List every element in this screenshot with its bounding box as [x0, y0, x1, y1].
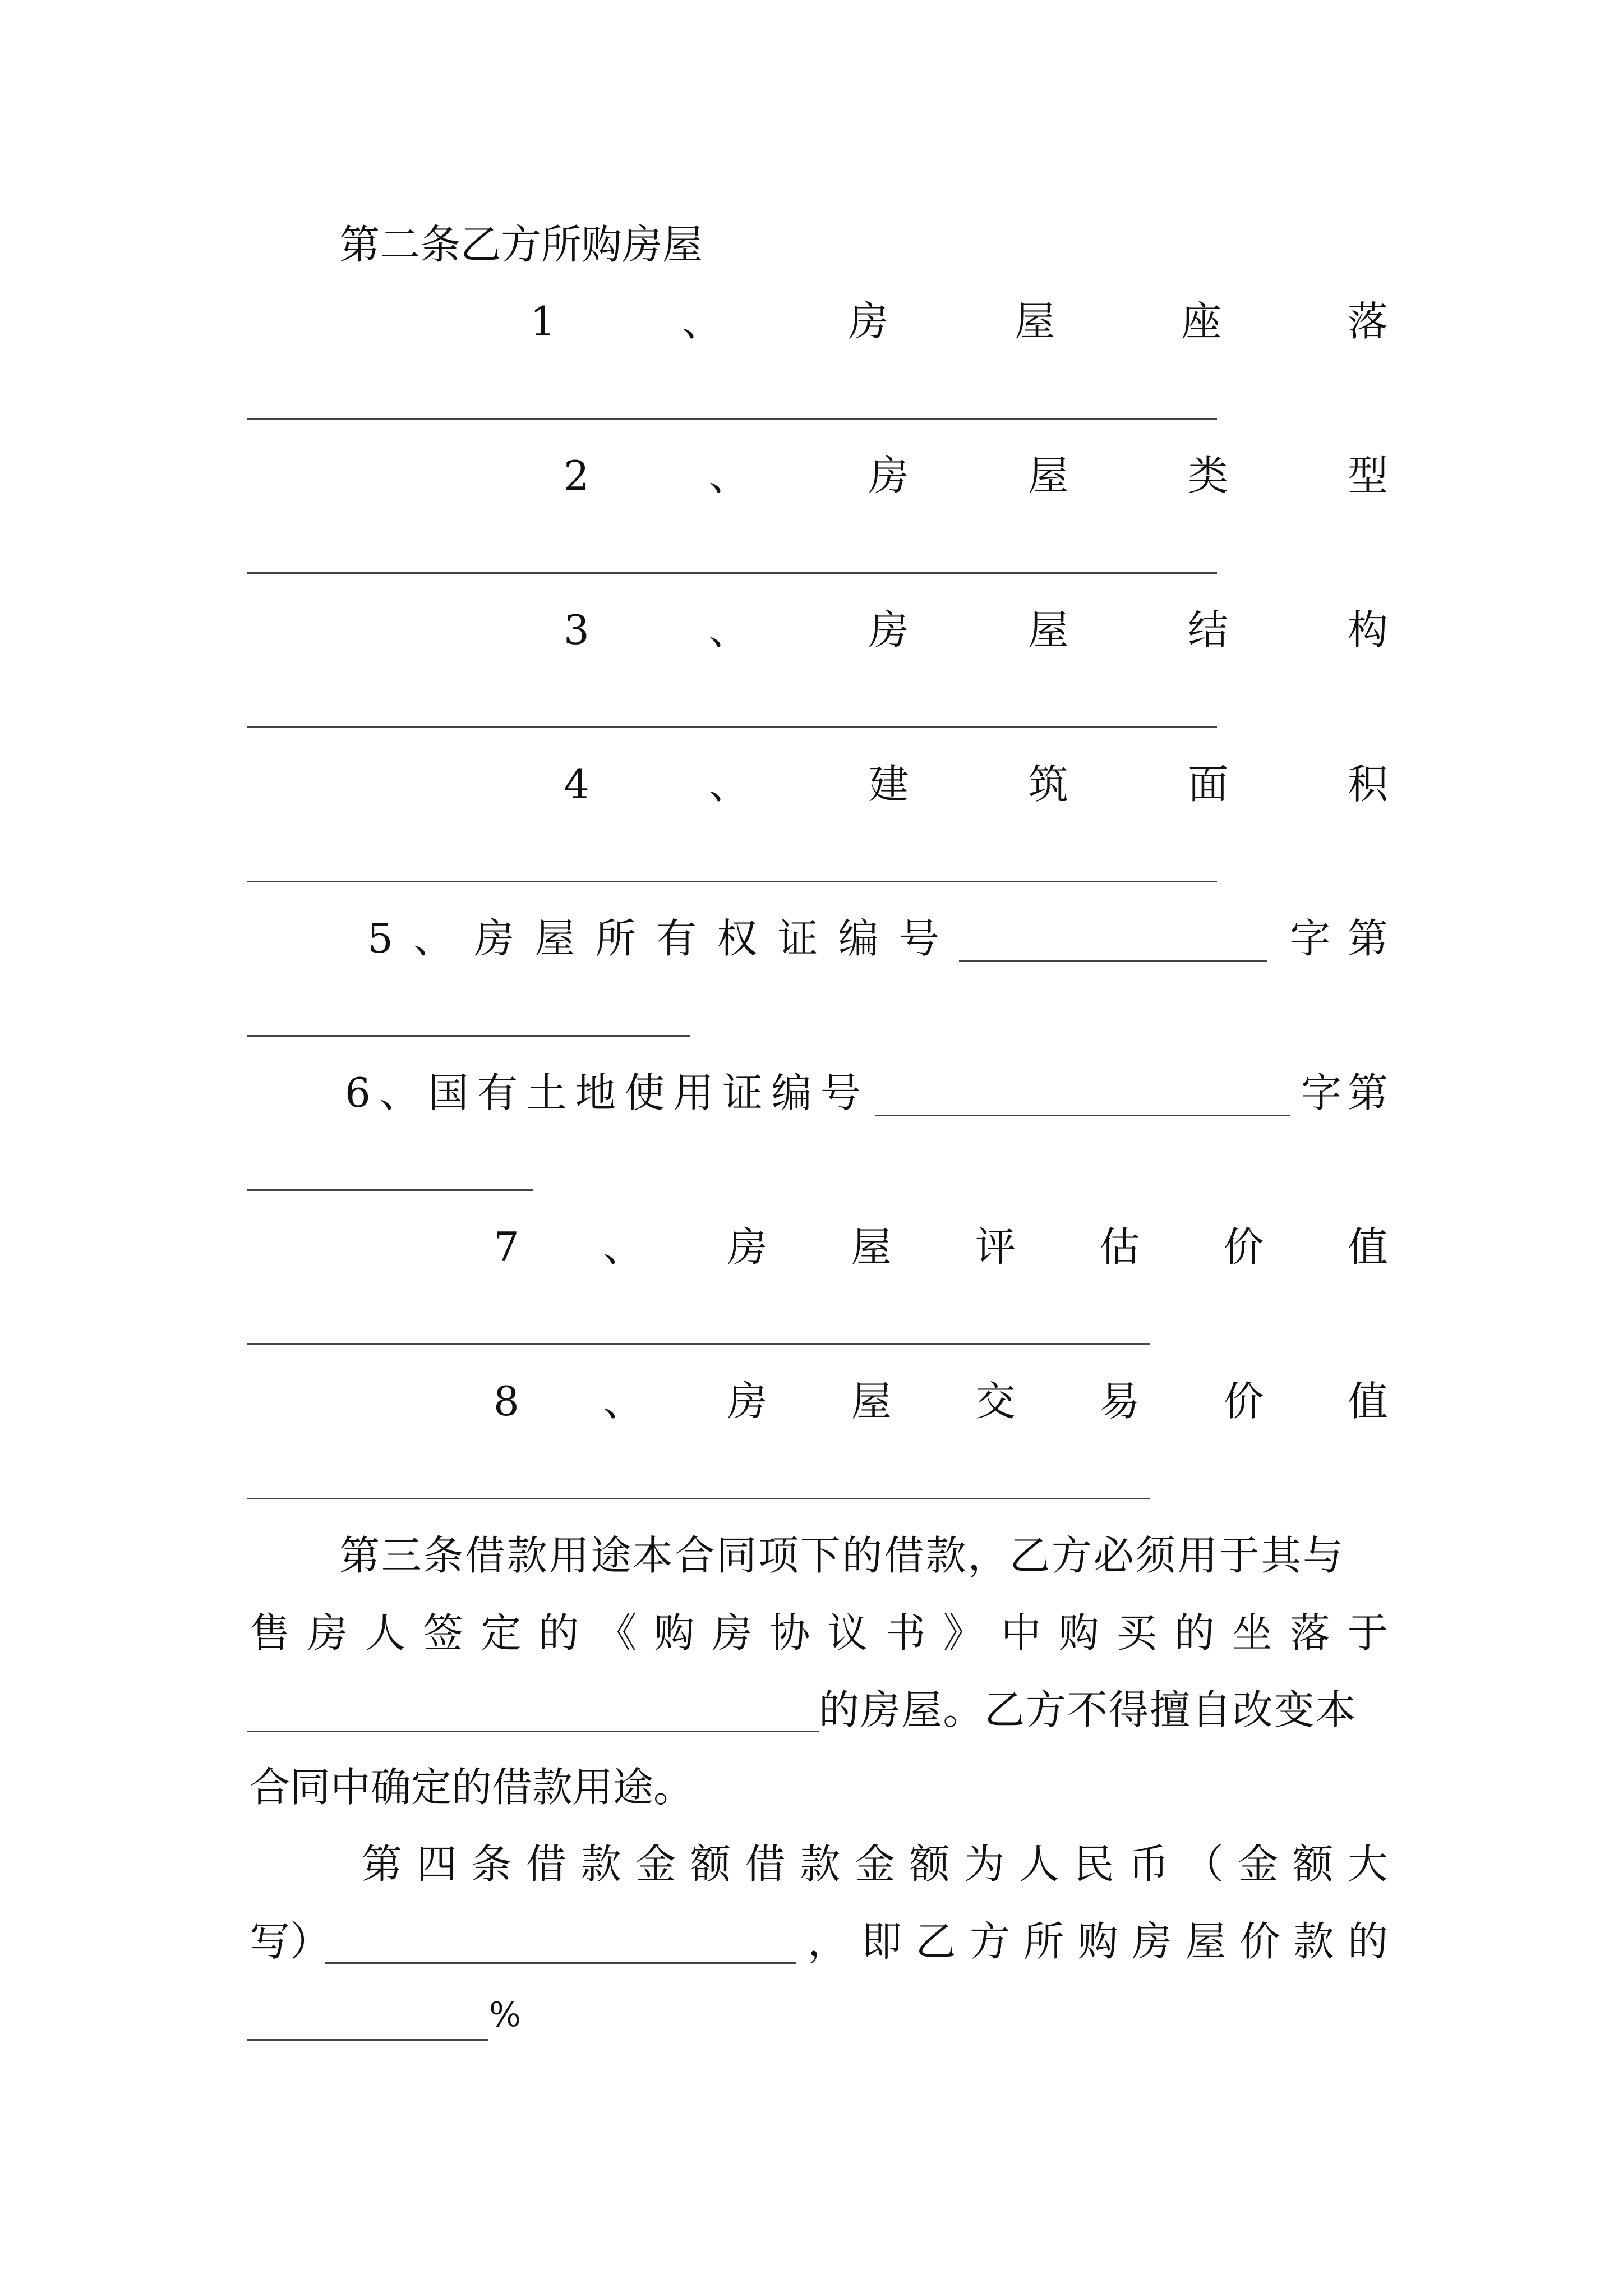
item1-label — [530, 298, 1388, 345]
article3-line2-char: 售 — [250, 1609, 291, 1657]
item1-char: 屋 — [1015, 298, 1055, 345]
item3-char: 、 — [708, 606, 749, 654]
item8-char: 易 — [1099, 1378, 1140, 1425]
article4-line2-char: 价 — [1239, 1918, 1280, 1965]
article3-line2-char: 坐 — [1232, 1609, 1272, 1657]
item8-char: 房 — [727, 1378, 768, 1425]
item2-char: 型 — [1347, 452, 1388, 499]
article4-line1-char: 金 — [1238, 1841, 1279, 1888]
article3-line2-char: 购 — [654, 1609, 695, 1657]
article3-line2-char: 买 — [1116, 1609, 1157, 1657]
article4-line2-char: 所 — [1023, 1918, 1064, 1965]
article4-line1-char: 四 — [416, 1841, 457, 1888]
item6-char: 证 — [722, 1069, 763, 1116]
item6-char: 、 — [379, 1069, 420, 1116]
item5-char: 5 — [367, 915, 393, 962]
item7-char: 价 — [1223, 1223, 1264, 1271]
article4-line1-char: 人 — [1018, 1841, 1059, 1888]
item4-char: 积 — [1347, 761, 1388, 808]
article4-line1-char: 借 — [745, 1841, 786, 1888]
item5-char: 有 — [656, 915, 697, 962]
item3-label — [564, 606, 1388, 654]
item8-char: 、 — [603, 1378, 644, 1425]
article4-line2-char: ， — [808, 1918, 849, 1965]
item6-zi: 字 — [1301, 1069, 1342, 1116]
article4-line1 — [362, 1841, 1388, 1888]
item5-zi: 字 — [1290, 915, 1331, 962]
item2-char: 类 — [1188, 452, 1229, 499]
article4-percent: % — [489, 1995, 522, 2035]
article4-line1-char: 大 — [1347, 1841, 1388, 1888]
article4-line1-char: 借 — [525, 1841, 566, 1888]
article4-line2-char: 乙 — [915, 1918, 956, 1965]
item3-char: 3 — [564, 606, 589, 654]
article4-line1-char: 款 — [800, 1841, 841, 1888]
item3-char: 构 — [1347, 606, 1388, 654]
item4-char: 筑 — [1028, 761, 1069, 808]
article2-heading: 第二条乙方所购房屋 — [339, 221, 703, 268]
article4-line1-char: 条 — [471, 1841, 512, 1888]
article4-line2-char: 房 — [1131, 1918, 1172, 1965]
article3-line2-char: 房 — [307, 1609, 348, 1657]
article4-line1-char: 为 — [964, 1841, 1005, 1888]
article3-line1: 第三条借款用途本合同项下的借款，乙方必须用于其与 — [339, 1532, 1345, 1579]
article3-line2-char: 签 — [423, 1609, 464, 1657]
item5-blank-di — [247, 1035, 690, 1037]
item4-blank — [247, 881, 1217, 882]
item8-char: 交 — [975, 1378, 1016, 1425]
article4-line2-char: 款 — [1293, 1918, 1334, 1965]
item6-blank-di — [247, 1189, 533, 1191]
item7-char: 、 — [603, 1223, 644, 1271]
article4-line2-char: 方 — [969, 1918, 1010, 1965]
article3-line2-char: 购 — [1058, 1609, 1099, 1657]
item6-blank-zi — [875, 1115, 1290, 1116]
article4-line1-char: （ — [1183, 1841, 1224, 1888]
item5-char: 屋 — [534, 915, 575, 962]
item6-char: 有 — [477, 1069, 518, 1116]
item3-char: 屋 — [1028, 606, 1069, 654]
item4-char: 面 — [1188, 761, 1229, 808]
item2-char: 房 — [868, 452, 909, 499]
article4-amount-blank — [325, 1962, 796, 1964]
item5-blank-zi — [959, 960, 1267, 962]
item5-char: 权 — [717, 915, 758, 962]
item2-char: 、 — [708, 452, 749, 499]
article3-line2-char: 的 — [538, 1609, 579, 1657]
item6-di: 第 — [1348, 1069, 1389, 1116]
article3-line2-char: 落 — [1289, 1609, 1330, 1657]
article3-line4: 合同中确定的借款用途。 — [250, 1764, 694, 1811]
item8-blank — [247, 1498, 1150, 1499]
article3-line3: 的房屋。乙方不得擅自改变本 — [819, 1686, 1357, 1733]
item8-char: 值 — [1347, 1378, 1388, 1425]
item5-char: 房 — [474, 915, 515, 962]
article4-line2-char: 即 — [861, 1918, 902, 1965]
item6-char: 号 — [820, 1069, 861, 1116]
item7-char: 房 — [727, 1223, 768, 1271]
article4-line1-char: 第 — [362, 1841, 403, 1888]
item5-char: 所 — [595, 915, 636, 962]
article4-line2-char: 屋 — [1186, 1918, 1227, 1965]
item7-blank — [247, 1343, 1150, 1345]
item4-char: 、 — [708, 761, 749, 808]
article4-line1-char: 额 — [690, 1841, 731, 1888]
article4-line1-char: 金 — [854, 1841, 895, 1888]
article4-line1-char: 民 — [1073, 1841, 1114, 1888]
article3-line2-char: 协 — [769, 1609, 810, 1657]
article3-line2-char: 定 — [481, 1609, 522, 1657]
item6-char: 编 — [771, 1069, 812, 1116]
article4-line2-char: 的 — [1347, 1918, 1388, 1965]
article3-line2-char: 人 — [365, 1609, 406, 1657]
article4-line1-char: 币 — [1128, 1841, 1169, 1888]
article3-line2-char: 》 — [943, 1609, 984, 1657]
article3-line2-char: 房 — [712, 1609, 753, 1657]
item4-char: 4 — [564, 761, 589, 808]
item8-label — [494, 1378, 1388, 1425]
item1-char: 1 — [530, 298, 556, 345]
item7-label — [494, 1223, 1388, 1271]
article4-line2 — [808, 1918, 1388, 1965]
item2-char: 2 — [564, 452, 589, 499]
article3-line2 — [250, 1609, 1388, 1657]
item6-char: 地 — [575, 1069, 616, 1116]
item7-char: 屋 — [851, 1223, 892, 1271]
item5-char: 证 — [777, 915, 818, 962]
article4-line1-char: 额 — [1293, 1841, 1334, 1888]
article4-line1-char: 金 — [635, 1841, 676, 1888]
item7-char: 7 — [494, 1223, 519, 1271]
item8-char: 价 — [1223, 1378, 1264, 1425]
item7-char: 估 — [1099, 1223, 1140, 1271]
article4-prefix: 写） — [250, 1918, 331, 1965]
item5-di: 第 — [1348, 915, 1389, 962]
item6-char: 用 — [673, 1069, 714, 1116]
item1-char: 、 — [681, 298, 722, 345]
item5-char: 、 — [413, 915, 454, 962]
item1-blank — [247, 418, 1217, 420]
article3-line2-char: 的 — [1174, 1609, 1215, 1657]
article4-line1-char: 额 — [909, 1841, 950, 1888]
item1-char: 座 — [1181, 298, 1222, 345]
article4-percent-blank — [247, 2039, 488, 2041]
item2-char: 屋 — [1028, 452, 1069, 499]
item6-char: 土 — [526, 1069, 567, 1116]
article3-line2-char: 《 — [596, 1609, 637, 1657]
item8-char: 屋 — [851, 1378, 892, 1425]
item3-blank — [247, 726, 1217, 728]
article3-line2-char: 议 — [827, 1609, 868, 1657]
item6-char: 6 — [345, 1069, 371, 1116]
item4-char: 建 — [868, 761, 909, 808]
article4-line2-char: 购 — [1077, 1918, 1118, 1965]
item6-char: 使 — [624, 1069, 665, 1116]
item6-char: 国 — [428, 1069, 469, 1116]
item1-char: 房 — [848, 298, 889, 345]
item7-char: 值 — [1347, 1223, 1388, 1271]
article3-blank — [247, 1731, 819, 1732]
item4-label — [564, 761, 1388, 808]
item6-label — [345, 1069, 861, 1116]
item3-char: 结 — [1188, 606, 1229, 654]
article4-line1-char: 款 — [580, 1841, 621, 1888]
item1-char: 落 — [1347, 298, 1388, 345]
article3-line2-char: 书 — [885, 1609, 926, 1657]
item5-char: 编 — [838, 915, 879, 962]
article3-line2-char: 中 — [1000, 1609, 1041, 1657]
item5-char: 号 — [898, 915, 939, 962]
item5-label — [367, 915, 939, 962]
item3-char: 房 — [868, 606, 909, 654]
item7-char: 评 — [975, 1223, 1016, 1271]
item2-label — [564, 452, 1388, 499]
item8-char: 8 — [494, 1378, 519, 1425]
item2-blank — [247, 572, 1217, 574]
article3-line2-char: 于 — [1347, 1609, 1388, 1657]
